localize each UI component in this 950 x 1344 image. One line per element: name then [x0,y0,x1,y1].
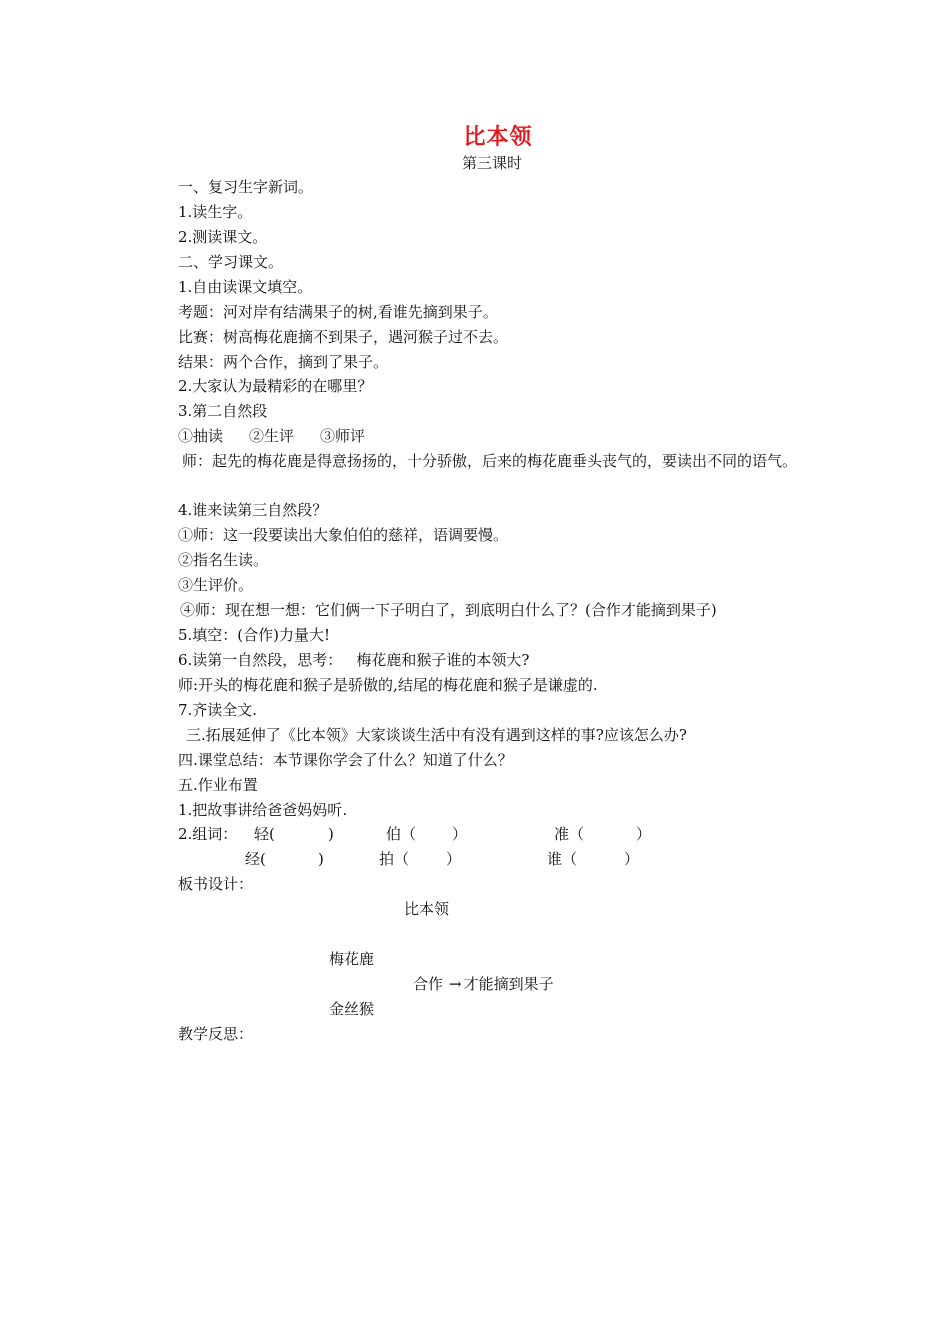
text-line: 1.把故事讲给爸爸妈妈听. [178,801,348,819]
text-line: ③生评价。 [178,576,254,594]
text-line: ④师：现在想一想：它们俩一下子明白了，到底明白什么了？(合作才能摘到果子) [180,601,717,619]
text-line: 4.谁来读第三自然段？ [178,501,328,519]
blank-right: ） [636,825,652,843]
blank-right: ) [318,850,324,868]
section-heading-extension: 三.拓展延伸了《比本领》大家谈谈生活中有没有遇到这样的事?应该怎么办? [186,726,687,744]
section-heading-homework: 五.作业布置 [178,776,258,794]
section-heading-reflection: 教学反思： [178,1025,254,1043]
section-heading-summary: 四.课堂总结：本节课你学会了什么？知道了什么？ [178,751,513,769]
text-line: 考题：河对岸有结满果子的树,看谁先摘到果子。 [178,303,498,321]
blank-left: 拍（ [379,850,410,868]
text-fragment: 梅花鹿和猴子谁的本领大? [356,651,530,669]
text-line: 2.大家认为最精彩的在哪里？ [178,377,373,395]
text-line: 3.第二自然段 [178,402,268,420]
section-heading-board: 板书设计： [178,875,254,893]
text-line: 7.齐读全文. [178,701,258,719]
board-result: 才能摘到果子 [463,975,554,993]
board-monkey: 金丝猴 [329,1000,375,1018]
text-line [178,650,529,670]
blank-right: ） [446,850,462,868]
text-line: 2.组词： [178,825,238,843]
document-subtitle: 第三课时 [461,154,522,172]
blank-right: ） [452,825,468,843]
section-heading-review: 一、复习生字新词。 [178,178,314,196]
board-title: 比本领 [404,900,450,918]
text-line: ①师：这一段要读出大象伯伯的慈祥，语调要慢。 [178,526,509,544]
text-fragment: 6.读第一自然段，思考： [178,651,343,669]
step-read: ①抽读 [178,427,224,445]
text-line: 1.读生字。 [178,203,253,221]
text-line: 比赛：树高梅花鹿摘不到果子，遇河猴子过不去。 [178,328,509,346]
board-deer: 梅花鹿 [329,950,375,968]
right-arrow-icon: → [449,975,462,993]
text-paragraph: 师：起先的梅花鹿是得意扬扬的，十分骄傲，后来的梅花鹿垂头丧气的，要读出不同的语气。 [182,452,798,470]
blank-right: ) [328,825,334,843]
board-cooperation-label: 合作 [413,975,444,993]
text-line: ②指名生读。 [178,551,269,569]
text-line: 1.自由读课文填空。 [178,278,313,296]
text-line: 5.填空：(合作)力量大! [178,626,331,644]
document-title: 比本领 [463,124,533,150]
text-line: 2.测读课文。 [178,228,268,246]
section-heading-study: 二、学习课文。 [178,253,284,271]
blank-right: ） [624,850,640,868]
blank-left: 伯（ [386,825,417,843]
step-teacher-comment: ③师评 [320,427,366,445]
text-line: 师:开头的梅花鹿和猴子是骄傲的,结尾的梅花鹿和猴子是谦虚的. [178,676,598,694]
board-cooperation [413,974,554,994]
blank-left: 轻( [254,825,275,843]
blank-left: 经( [245,850,266,868]
blank-left: 准（ [554,825,585,843]
blank-left: 谁（ [547,850,578,868]
text-line [178,426,365,446]
text-line: 结果：两个合作，摘到了果子。 [178,353,389,371]
step-student-comment: ②生评 [249,427,295,445]
